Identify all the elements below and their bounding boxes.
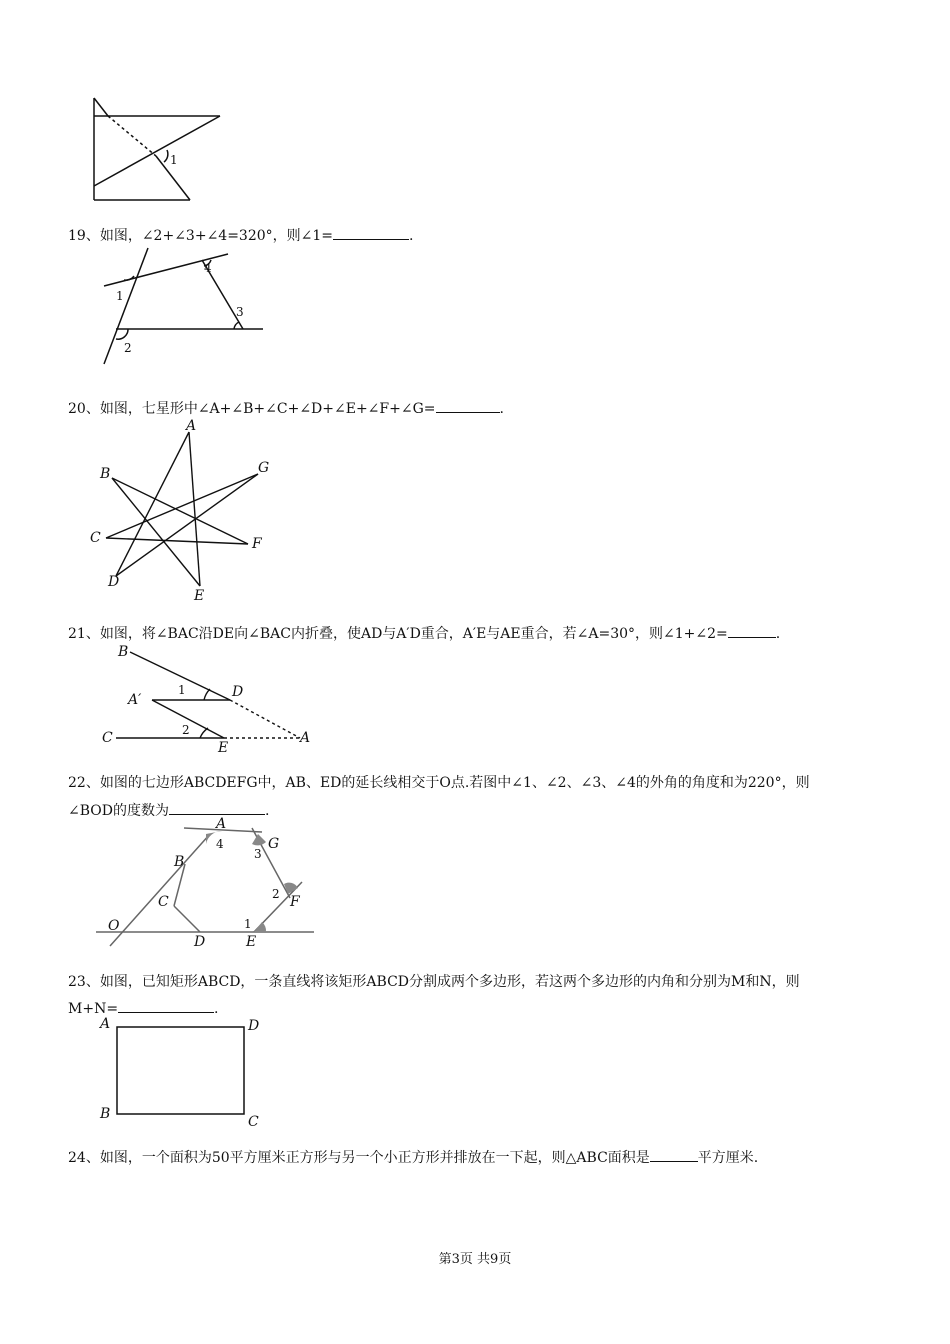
figure-20-seven-star xyxy=(88,418,288,603)
question-text: 如图，七星形中∠A+∠B+∠C+∠D+∠E+∠F+∠G= xyxy=(99,401,436,417)
vertex-d-label: D xyxy=(194,934,206,950)
vertex-a-label: A xyxy=(186,418,197,434)
angle-2-label: 2 xyxy=(182,723,190,737)
question-text: M+N= xyxy=(68,1001,119,1017)
vertex-g-label: G xyxy=(268,836,280,852)
angle-3-label: 3 xyxy=(254,847,262,861)
question-text: ∠BOD的度数为 xyxy=(68,803,169,819)
vertex-a-label: A xyxy=(216,816,227,832)
angle-4-label: 4 xyxy=(216,837,224,851)
question-text-end: 平方厘米. xyxy=(697,1150,759,1166)
vertex-d-label: D xyxy=(108,574,120,590)
vertex-e-label: E xyxy=(218,740,229,756)
question-text-end: . xyxy=(409,228,414,244)
answer-blank[interactable] xyxy=(169,800,265,815)
question-text-end: . xyxy=(264,803,270,819)
answer-blank[interactable] xyxy=(333,225,409,240)
angle-3-label: 3 xyxy=(236,305,244,319)
question-number: 20、 xyxy=(68,401,100,417)
figure-21 xyxy=(100,642,325,754)
question-text-end: . xyxy=(775,626,781,642)
question-19 xyxy=(68,225,413,246)
question-number: 23、 xyxy=(68,974,100,990)
question-24 xyxy=(68,1147,758,1168)
vertex-e-label: E xyxy=(246,934,257,950)
vertex-b-label: B xyxy=(100,1106,111,1122)
question-text: 如图，将∠BAC沿DE向∠BAC内折叠，使AD与A′D重合，A′E与AE重合，若∠A=30°，则∠1+∠2= xyxy=(99,626,728,642)
vertex-e-label: E xyxy=(194,588,205,604)
figure-19 xyxy=(98,246,268,368)
answer-blank[interactable] xyxy=(436,398,500,413)
angle-4-label: 4 xyxy=(204,261,212,275)
vertex-c-label: C xyxy=(102,730,113,746)
page-footer: 第3页 共9页 xyxy=(438,1252,512,1267)
vertex-b-label: B xyxy=(100,466,111,482)
vertex-b-label: B xyxy=(174,854,185,870)
question-number: 19、 xyxy=(68,228,100,244)
vertex-c-label: C xyxy=(248,1114,259,1130)
question-23 xyxy=(68,972,800,992)
vertex-f-label: F xyxy=(290,894,300,910)
vertex-d-label: D xyxy=(232,684,244,700)
figure-18 xyxy=(90,94,230,206)
answer-blank[interactable] xyxy=(728,623,776,638)
angle-1-label: 1 xyxy=(244,917,252,931)
vertex-c-label: C xyxy=(158,894,169,910)
angle-2-label: 2 xyxy=(124,341,132,355)
rectangle-abcd xyxy=(117,1027,244,1114)
question-number: 21、 xyxy=(68,626,100,642)
vertex-a-label: A xyxy=(300,730,311,746)
figure-22-heptagon xyxy=(92,814,322,952)
vertex-f-label: F xyxy=(252,536,262,552)
angle-1-label: 1 xyxy=(170,153,178,167)
vertex-b-label: B xyxy=(118,644,129,660)
question-20 xyxy=(68,398,504,419)
vertex-c-label: C xyxy=(90,530,101,546)
question-text: 如图，一个面积为50平方厘米正方形与另一个小正方形并排放在一下起，则△ABC面积是 xyxy=(99,1150,650,1166)
question-text: 如图的七边形ABCDEFG中，AB、ED的延长线相交于O点.若图中∠1、∠2、∠3、∠4的外角的角度和为220°，则 xyxy=(99,775,810,791)
angle-1-label: 1 xyxy=(178,683,186,697)
question-22 xyxy=(68,773,810,793)
question-text: 如图，∠2+∠3+∠4=320°，则∠1= xyxy=(99,228,334,244)
question-number: 22、 xyxy=(68,775,100,791)
vertex-g-label: G xyxy=(258,460,270,476)
angle-2-label: 2 xyxy=(272,887,280,901)
question-number: 24、 xyxy=(68,1150,100,1166)
answer-blank[interactable] xyxy=(650,1147,698,1162)
answer-blank[interactable] xyxy=(118,998,214,1013)
question-21 xyxy=(68,623,780,644)
question-text-end: . xyxy=(499,401,504,417)
figure-23-rectangle xyxy=(96,1014,276,1130)
vertex-a-label: A xyxy=(100,1016,111,1032)
question-text: 如图，已知矩形ABCD，一条直线将该矩形ABCD分割成两个多边形，若这两个多边形的内角和分别为M和N，则 xyxy=(99,974,800,990)
angle-1-label: 1 xyxy=(116,289,124,303)
question-text-end: . xyxy=(214,1001,219,1017)
point-o-label: O xyxy=(108,918,120,934)
vertex-d-label: D xyxy=(248,1018,260,1034)
vertex-a-prime-label: A′ xyxy=(128,692,142,708)
